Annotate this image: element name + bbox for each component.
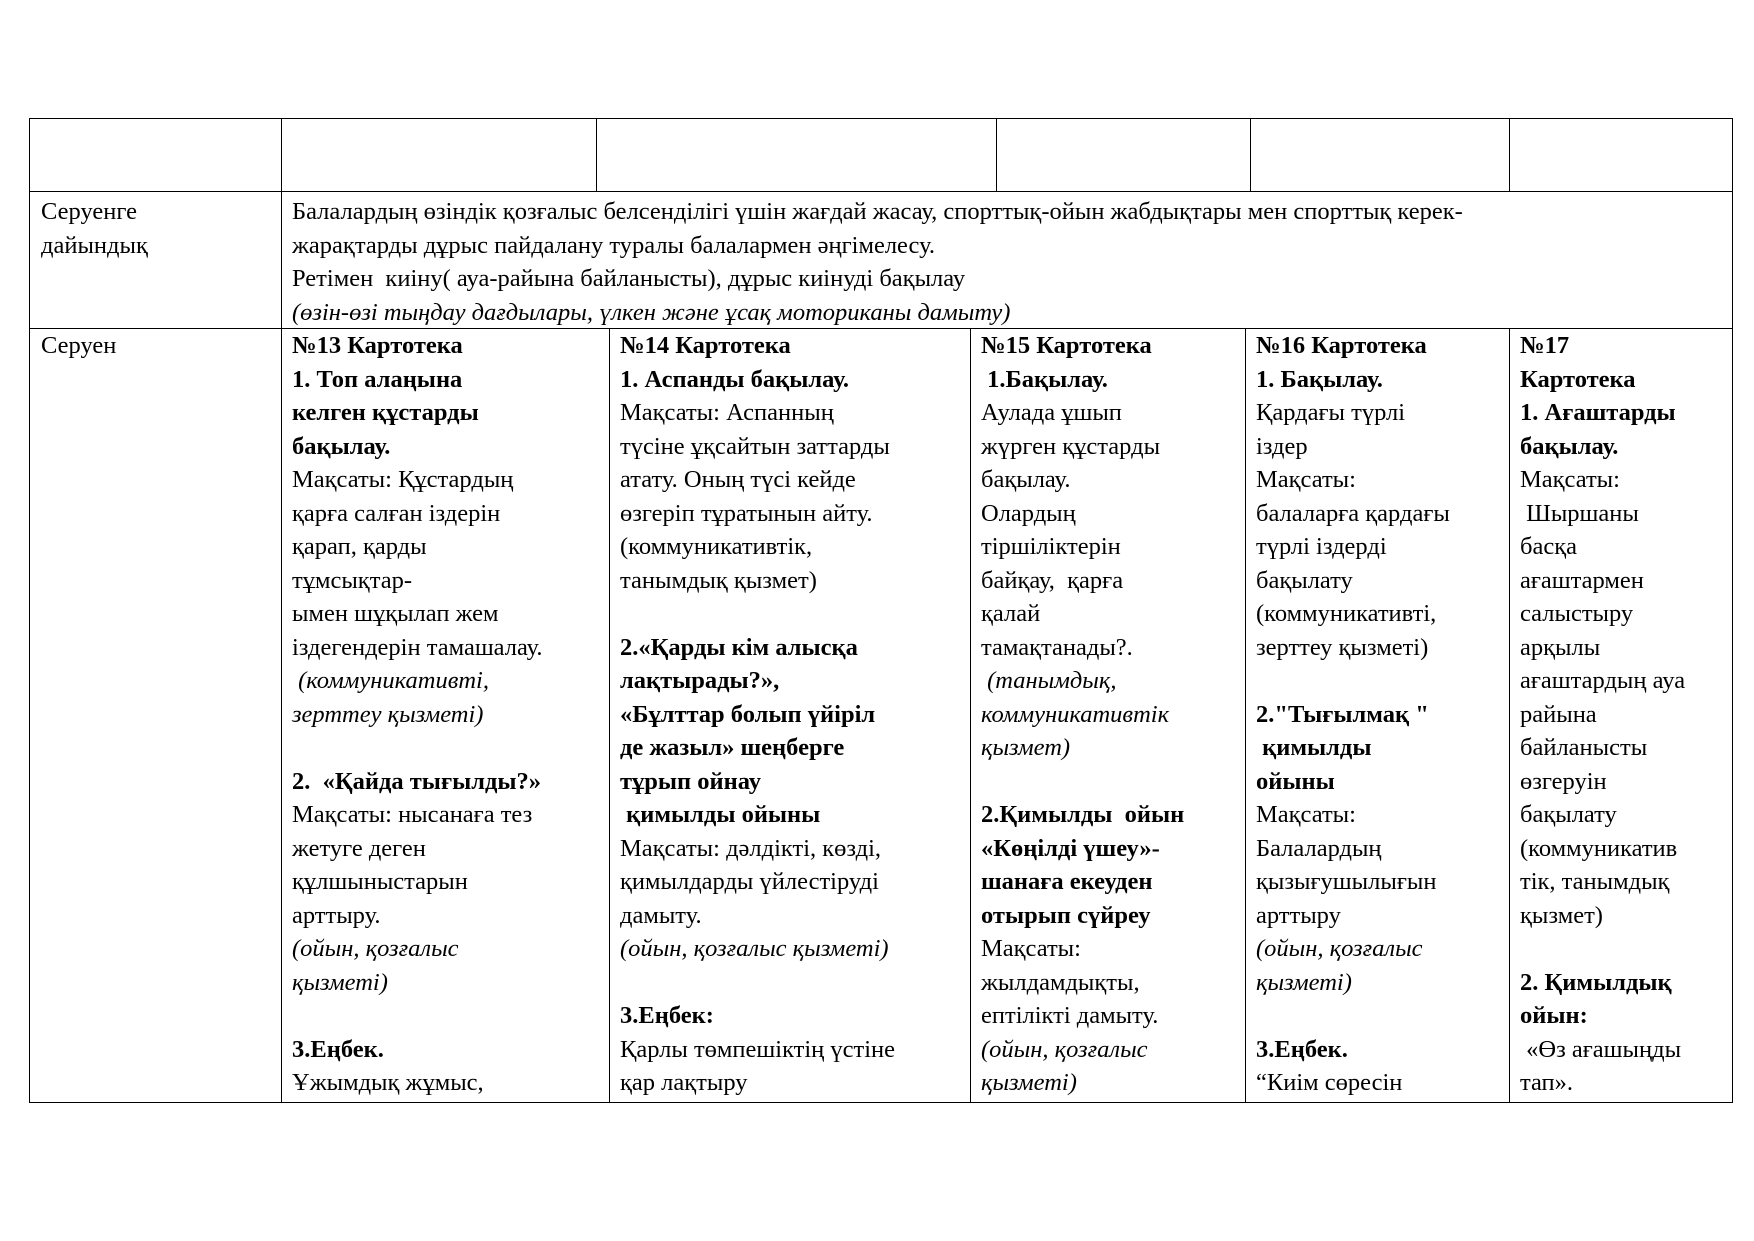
card-line: коммуникативтік	[981, 700, 1170, 728]
card-line: шанаға екеуден	[981, 868, 1153, 895]
card-line: іздер	[1256, 432, 1308, 460]
card-line: түсіне ұқсайтын заттарды	[620, 432, 890, 460]
card-line: өзгеріп тұратынын айту.	[620, 499, 873, 527]
card-line: қимылдарды үйлестіруді	[620, 868, 879, 895]
card-line: бақылату	[1520, 801, 1617, 828]
card-line: (ойын, қозғалыс	[1256, 935, 1423, 962]
card-line: “Киім сөресін	[1256, 1069, 1403, 1096]
card-line: дамыту.	[620, 901, 702, 929]
card-line: Олардың	[981, 499, 1076, 527]
card-line	[1520, 932, 1730, 966]
card-line: (ойын, қозғалыс қызметі)	[620, 935, 889, 962]
card-line: арқылы	[1520, 633, 1601, 661]
card-line: Мақсаты:	[1256, 466, 1356, 493]
card-line: 2.Қимылды ойын	[981, 801, 1185, 828]
card-line: қарға салған іздерін	[292, 499, 501, 527]
card-line: қарап, қарды	[292, 533, 427, 560]
card-line: (коммуникативті,	[292, 667, 489, 694]
card-line: отырып сүйреу	[981, 901, 1151, 929]
card-line: (танымдық,	[981, 667, 1117, 694]
card-line: 1. Ағаштарды	[1520, 399, 1676, 426]
preparation-line: Ретімен киіну( ауа-райына байланысты), дұрыс киінуді бақылау	[292, 265, 966, 292]
card-line: «Көңілді үшеу»-	[981, 834, 1160, 862]
card-line: №15 Картотека	[981, 332, 1152, 359]
card-line: арттыру.	[292, 901, 381, 929]
header-divider	[1250, 118, 1251, 191]
card-line: «Өз ағашыңды	[1520, 1035, 1682, 1063]
card-line: қимылды	[1256, 734, 1372, 761]
table-bottom-border	[29, 1102, 1733, 1103]
card-line: арттыру	[1256, 901, 1341, 929]
card-line: қызмет)	[1520, 901, 1603, 929]
row-label-walk: Серуен	[41, 332, 117, 359]
card-line: 1. Топ алаңына	[292, 365, 463, 393]
card-line: райына	[1520, 700, 1597, 728]
card-line: де жазыл» шеңберге	[620, 734, 845, 761]
card-line: Мақсаты:	[1256, 801, 1356, 828]
card-line: 3.Еңбек.	[1256, 1035, 1348, 1063]
card-line: ымен шұқылап жем	[292, 600, 499, 627]
card-line	[292, 731, 606, 765]
card-line: Балалардың	[1256, 834, 1382, 862]
card-line: ойын:	[1520, 1002, 1588, 1029]
card-line: тамақтанады?.	[981, 633, 1133, 661]
card-line: ептілікті дамыту.	[981, 1002, 1159, 1029]
card-line: №14 Картотека	[620, 332, 791, 359]
card-line: тап».	[1520, 1069, 1574, 1096]
card-line: 2.«Қарды кім алысқа	[620, 633, 858, 661]
table-top-border	[29, 118, 1733, 119]
card-line: ағаштардың ауа	[1520, 667, 1686, 694]
label-column-border	[281, 118, 282, 1103]
header-row-bottom-border	[29, 191, 1733, 192]
card-line: зерттеу қызметі)	[292, 700, 484, 728]
walk-card-16	[1256, 329, 1507, 1100]
card-line: 3.Еңбек.	[292, 1035, 384, 1063]
card-line: 2."Тығылмақ "	[1256, 700, 1429, 728]
card-line: 1. Аспанды бақылау.	[620, 365, 850, 393]
card-line: қызметі)	[981, 1069, 1077, 1096]
walk-card-17	[1520, 329, 1730, 1100]
card-line: 1. Бақылау.	[1256, 365, 1383, 393]
card-line: (коммуникативтік,	[620, 533, 813, 560]
header-divider	[1509, 118, 1510, 191]
card-line: бақылау.	[292, 432, 391, 460]
card-line: Мақсаты: Құстардың	[292, 466, 514, 493]
card-line: танымдық қызмет)	[620, 566, 817, 594]
card-line: Картотека	[1520, 365, 1636, 393]
card-line	[620, 966, 968, 1000]
preparation-line: Балалардың өзіндік қозғалыс белсенділігі үшін жағдай жасау, спорттық-ойын жабдықтары мен спорттық керек-	[292, 198, 1463, 225]
card-line: түрлі іздерді	[1256, 533, 1387, 560]
card-line: лақтырады?»,	[620, 667, 780, 694]
walk-column-divider	[970, 328, 971, 1103]
walk-card-14	[620, 329, 968, 1100]
card-line: қызметі)	[1256, 968, 1352, 996]
row-label-preparation: Серуенге дайындық	[41, 198, 148, 259]
header-divider	[996, 118, 997, 191]
walk-column-divider	[1245, 328, 1246, 1103]
card-line: Шыршаны	[1520, 499, 1639, 527]
card-line: атату. Оның түсі кейде	[620, 466, 856, 493]
card-line: өзгеруін	[1520, 767, 1607, 795]
card-line: ағаштармен	[1520, 566, 1644, 594]
card-line	[292, 999, 606, 1033]
walk-card-13	[292, 329, 606, 1100]
card-line: іздегендерін тамашалау.	[292, 633, 543, 661]
walk-column-divider	[1509, 328, 1510, 1103]
card-line: құлшыныстарын	[292, 868, 468, 895]
card-line: Ұжымдық жұмыс,	[292, 1069, 484, 1096]
card-line	[981, 765, 1243, 799]
table-right-border	[1732, 118, 1733, 1103]
card-line: байқау, қарға	[981, 566, 1124, 594]
card-line: ойыны	[1256, 767, 1335, 795]
card-line: бақылау.	[981, 466, 1071, 493]
card-line: тік, танымдық	[1520, 868, 1670, 895]
card-line: Мақсаты:	[1520, 466, 1620, 493]
card-line: Қардағы түрлі	[1256, 399, 1406, 426]
card-line: (ойын, қозғалыс	[981, 1035, 1148, 1063]
preparation-line: жарақтарды дұрыс пайдалану туралы балалармен әңгімелесу.	[292, 231, 936, 259]
card-line: салыстыру	[1520, 600, 1634, 627]
card-line: басқа	[1520, 533, 1577, 560]
card-line: Мақсаты: дәлдікті, көзді,	[620, 834, 882, 862]
card-line: (коммуникативті,	[1256, 600, 1437, 627]
walk-card-15	[981, 329, 1243, 1100]
card-line: 2. Қимылдық	[1520, 968, 1672, 996]
card-line: 1.Бақылау.	[981, 365, 1108, 393]
card-line: Мақсаты:	[981, 935, 1081, 962]
card-line: бақылату	[1256, 566, 1353, 594]
card-line: қызығушылығын	[1256, 868, 1437, 895]
card-line: байланысты	[1520, 734, 1648, 761]
card-line: №17	[1520, 332, 1570, 359]
card-line: бақылау.	[1520, 432, 1619, 460]
preparation-text	[292, 195, 1728, 329]
card-line: 3.Еңбек:	[620, 1002, 714, 1029]
card-line: Мақсаты: Аспанның	[620, 399, 834, 426]
card-line: Қарлы төмпешіктің үстіне	[620, 1035, 896, 1063]
card-line: №13 Картотека	[292, 332, 463, 359]
card-line: жылдамдықты,	[981, 968, 1140, 996]
card-line: қызметі)	[292, 968, 388, 996]
table-left-border	[29, 118, 30, 1103]
card-line: №16 Картотека	[1256, 332, 1427, 359]
card-line: келген құстарды	[292, 399, 479, 426]
card-line: «Бұлттар болып үйіріл	[620, 700, 876, 728]
card-line: (ойын, қозғалыс	[292, 935, 459, 962]
card-line: тіршіліктерін	[981, 533, 1121, 560]
card-line: 2. «Қайда тығылды?»	[292, 767, 541, 795]
card-line: жүрген құстарды	[981, 432, 1161, 460]
card-line: қимылды ойыны	[620, 801, 821, 828]
card-line: тұрып ойнау	[620, 767, 762, 795]
walk-column-divider	[609, 328, 610, 1103]
card-line: қызмет)	[981, 734, 1071, 761]
card-line: тұмсықтар-	[292, 566, 412, 594]
preparation-line-note: (өзін-өзі тыңдау дағдылары, үлкен және ұсақ моториканы дамыту)	[292, 298, 1011, 326]
card-line: (коммуникатив	[1520, 834, 1678, 862]
card-line: қалай	[981, 600, 1041, 627]
card-line	[1256, 999, 1507, 1033]
card-line	[620, 597, 968, 631]
card-line: Аулада ұшып	[981, 399, 1122, 426]
card-line: жетуге деген	[292, 834, 426, 862]
header-divider	[596, 118, 597, 191]
card-line: зерттеу қызметі)	[1256, 633, 1429, 661]
card-line: Мақсаты: нысанаға тез	[292, 801, 533, 828]
card-line: балаларға қардағы	[1256, 499, 1450, 527]
card-line: қар лақтыру	[620, 1069, 748, 1096]
card-line	[1256, 664, 1507, 698]
